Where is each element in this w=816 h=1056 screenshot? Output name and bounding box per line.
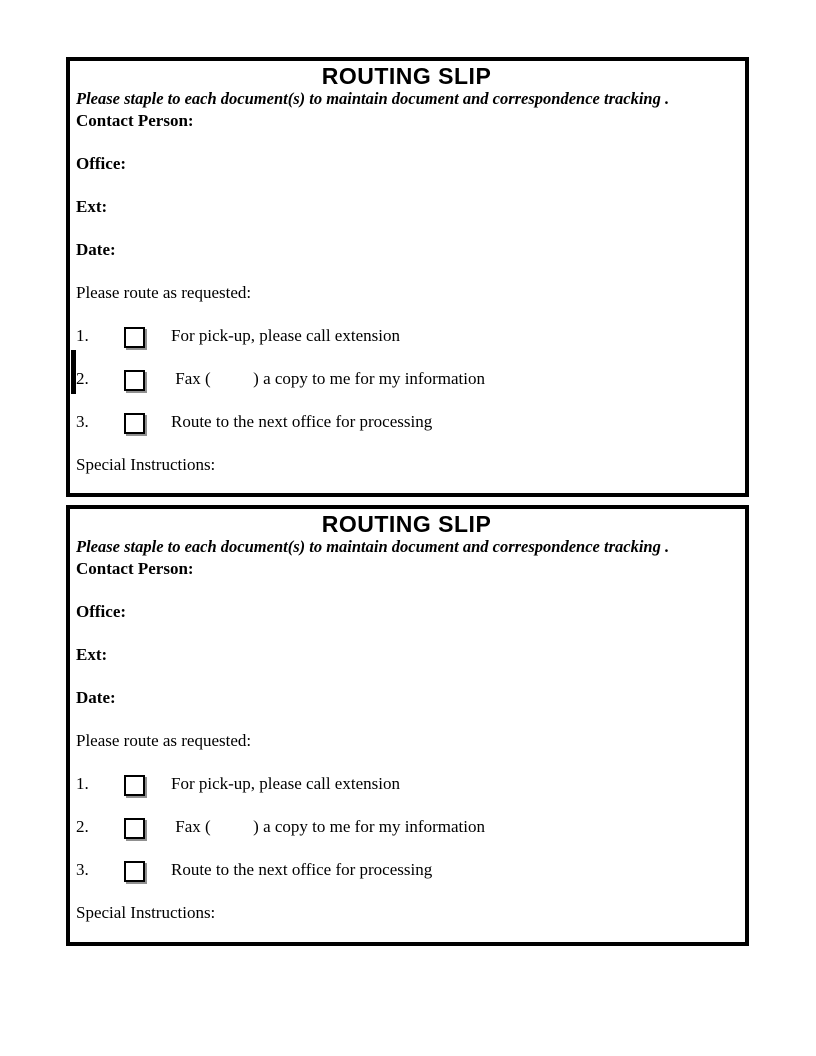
office-label: Office: [76, 602, 127, 621]
item-number: 1. [76, 326, 89, 345]
checkbox-fax[interactable] [124, 818, 145, 839]
checkbox-route-next[interactable] [124, 413, 145, 434]
route-item-1 [76, 773, 737, 816]
item-label: For pick-up, please call extension [171, 326, 400, 345]
slip-title: ROUTING SLIP [321, 511, 492, 537]
slip-subtitle: Please staple to each document(s) to maintain document and correspondence tracking . [76, 537, 670, 556]
checkbox-pickup[interactable] [124, 327, 145, 348]
item-number: 2. [76, 817, 89, 836]
item-label: Fax ( ) a copy to me for my information [171, 369, 485, 388]
date-label: Date: [76, 688, 116, 707]
slip-subtitle: Please staple to each document(s) to maintain document and correspondence tracking . [76, 89, 670, 108]
item-label: For pick-up, please call extension [171, 774, 400, 793]
contact-person-label: Contact Person: [76, 111, 194, 130]
special-instructions-label: Special Instructions: [76, 903, 216, 922]
office-label: Office: [76, 154, 127, 173]
route-prompt: Please route as requested: [76, 283, 252, 302]
checkbox-fax[interactable] [124, 370, 145, 391]
slip-title: ROUTING SLIP [321, 63, 492, 89]
item-label: Fax ( ) a copy to me for my information [171, 817, 485, 836]
route-item-2 [76, 816, 737, 859]
date-label: Date: [76, 240, 116, 259]
ext-label: Ext: [76, 197, 108, 216]
item-label: Route to the next office for processing [171, 412, 433, 431]
item-label: Route to the next office for processing [171, 860, 433, 879]
route-prompt: Please route as requested: [76, 731, 252, 750]
item-number: 1. [76, 774, 89, 793]
contact-person-label: Contact Person: [76, 559, 194, 578]
item-number: 2. [76, 369, 89, 388]
text-cursor [71, 350, 76, 394]
route-item-1 [76, 325, 737, 368]
routing-slip-2 [66, 505, 749, 946]
ext-label: Ext: [76, 645, 108, 664]
checkbox-pickup[interactable] [124, 775, 145, 796]
routing-slip-1 [66, 57, 749, 497]
route-item-3 [76, 859, 737, 902]
item-number: 3. [76, 860, 89, 879]
checkbox-route-next[interactable] [124, 861, 145, 882]
route-item-3 [76, 411, 737, 454]
item-number: 3. [76, 412, 89, 431]
special-instructions-label: Special Instructions: [76, 455, 216, 474]
route-item-2 [76, 368, 737, 411]
